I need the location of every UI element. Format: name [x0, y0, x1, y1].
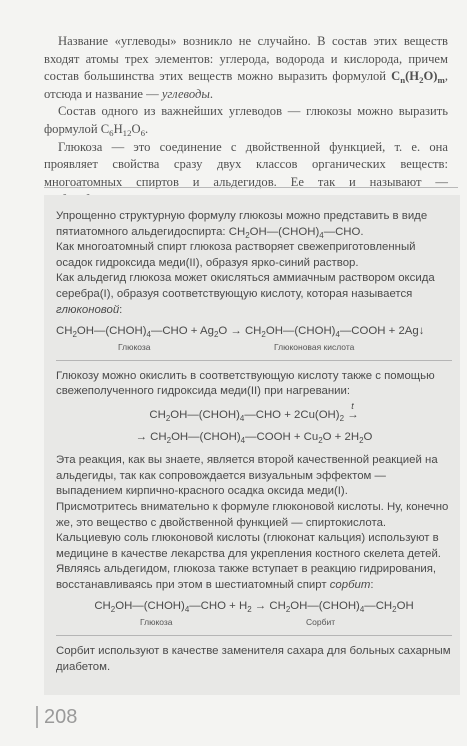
intro-p1-end: . [209, 86, 214, 101]
intro-p1-text-b: , отсюда и название — [44, 69, 448, 101]
term-sorbitol: сорбит [329, 578, 371, 591]
box-divider [56, 360, 452, 361]
equation-3-labels [56, 615, 452, 629]
carbohydrate-formula: $C_n(H_2O)_m$ [391, 69, 445, 86]
intro-p1-text: Название «углеводы» возникло не случайно. В состав этих веществ входят атомы трех элементов: углерода, водорода и кислорода, причем состав большинства этих веществ можно выразить формулой [44, 34, 448, 84]
intro-paragraph-1 [44, 33, 448, 103]
label-gluconic-acid: Глюконовая кислота [274, 341, 355, 352]
box-p3-text: Как альдегид глюкоза может окисляться аммиачным раствором оксида серебра(I), образуя соответствующую кислоту, которая называется [56, 272, 435, 300]
box-p7-text: Являясь альдегидом, глюкоза также вступает в реакцию гидрирования, восстанавливаясь при этом в шестиатомный спирт [56, 563, 437, 591]
equation-copper-line-1: $CH_2OH—(CHOH)_4—CHO + 2Cu(OH)_2$ → t [149, 400, 359, 423]
intro-text [44, 33, 448, 209]
box-paragraph-7 [56, 562, 452, 593]
box-paragraph-1: Упрощенно структурную формулу глюкозы можно представить в виде пятиатомного альдегидоспирта: $CH_2OH—(CHOH)_4—CHO$. [56, 210, 428, 240]
intro-p3-text: Глюкоза — это соединение с двойственной функцией, т. е. она проявляет свойства сразу двух классов органических веществ: многоатомных спиртов и альдегидов. Ее так и называют — [44, 139, 448, 189]
equation-hydrogenation: $CH_2OH—(CHOH)_4—CHO + H_2$ → $CH_2OH—(CHOH)_4—CH_2OH$ [94, 600, 414, 615]
term-gluconic: глюконовой [56, 303, 120, 316]
term-carbohydrates: углеводы [161, 86, 210, 101]
equation-silver-mirror: $CH_2OH—(CHOH)_4—CHO + Ag_2O$ → $CH_2OH—(CHOH)_4—COOH$ + 2Ag↓ [56, 325, 425, 340]
label-glucose-2: Глюкоза [140, 617, 173, 628]
equation-copper-line-2: → $CH_2OH—(CHOH)_4—COOH + Cu_2O + 2H_2O$ [135, 430, 373, 445]
box-paragraph-2: Как многоатомный спирт глюкоза растворяет свежеприготовленный осадок гидроксида меди(II), образуя ярко-синий раствор. [56, 241, 416, 269]
section-divider [44, 187, 458, 188]
info-box-content [56, 209, 452, 675]
box-paragraph-6: Присмотритесь внимательно к формуле глюконовой кислоты. Ну, конечно же, это вещество с двойственной функцией — спиртокислота. Кальциевую соль глюконовой кислоты (глюконат кальция) используют в медицине в качестве лекарства для укрепления костного скелета детей. [56, 500, 449, 560]
box-paragraph-4: Глюкозу можно окислить в соответствующую кислоту также с помощью свежеполученного гидроксида меди(II) при нагревании: [56, 369, 435, 398]
box-paragraph-5: Эта реакция, как вы знаете, является второй качественной реакцией на альдегиды, так как сопровождается визуальным эффектом — выпадением кирпично-красного осадка оксида меди(I). [56, 454, 438, 498]
box-p3-end: : [119, 303, 123, 316]
box-paragraph-8: Сорбит используют в качестве заменителя сахара для больных сахарным диабетом. [56, 645, 451, 673]
label-glucose: Глюкоза [118, 341, 151, 352]
box-divider-2 [56, 635, 452, 636]
equation-1-labels [56, 340, 452, 354]
box-p7-end: : [370, 578, 374, 591]
intro-paragraph-2: Состав одного из важнейших углеводов — глюкозы можно выразить формулой $C_6H_{12}O_6$. [44, 104, 448, 138]
box-paragraph-3 [56, 271, 452, 318]
label-sorbitol: Сорбит [306, 617, 336, 628]
page-number: 208 [36, 706, 77, 728]
